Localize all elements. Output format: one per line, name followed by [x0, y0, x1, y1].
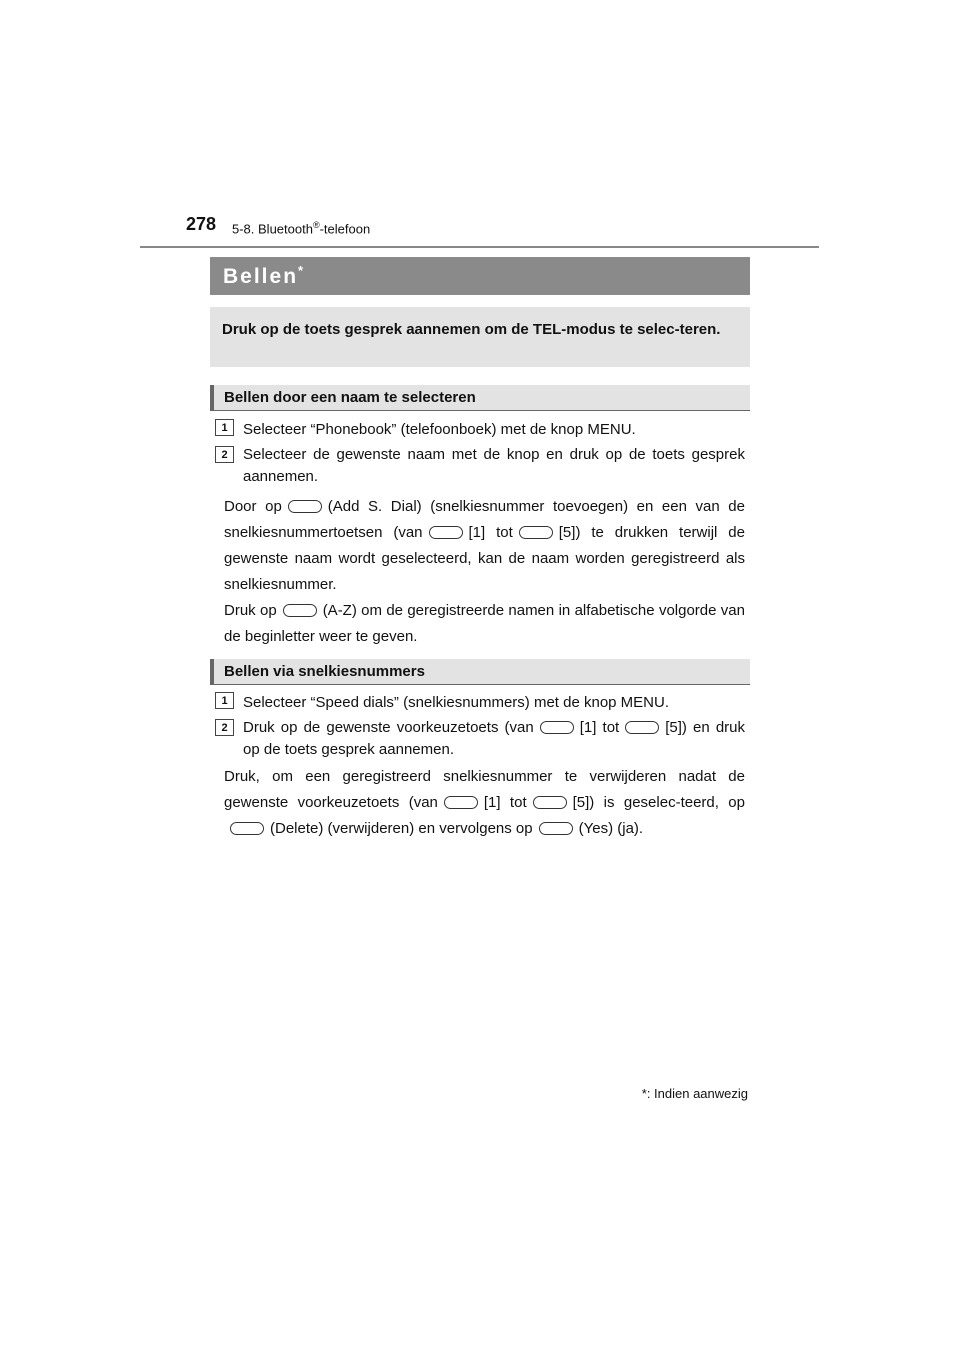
note-text: (A-Z) om de geregistreerde namen in alfabetische volgorde van de beginletter weer te geven. — [224, 602, 745, 645]
add-s-dial-button-icon — [288, 500, 322, 513]
section-title-text: Bellen — [223, 265, 299, 288]
step-text — [243, 717, 745, 761]
preset-5-button-icon — [625, 721, 659, 734]
step-text-part: [5]) en druk op de toets gesprek aannemen. — [243, 719, 746, 758]
note-text: (Delete) (verwijderen) en vervolgens op — [270, 820, 533, 837]
chapter-prefix: 5-8. Bluetooth — [232, 221, 313, 237]
yes-button-icon — [539, 822, 573, 835]
footnote-text: : Indien aanwezig — [646, 1086, 748, 1101]
section-title-bar — [210, 257, 750, 295]
step-text-part: [1] tot — [579, 719, 620, 736]
footnote — [642, 1086, 748, 1101]
a-z-button-icon — [283, 604, 317, 617]
step-text: Selecteer “Speed dials” (snelkiesnummers) met de knop MENU. — [243, 694, 669, 711]
intro-text: Druk op de toets gesprek aannemen om de TEL-modus te selec-teren. — [222, 321, 721, 338]
preset-5-button-icon — [533, 796, 567, 809]
registered-mark: ® — [312, 220, 320, 230]
subsection-heading-text: Bellen via snelkiesnummers — [224, 663, 425, 680]
preset-1-button-icon — [540, 721, 574, 734]
intro-box — [210, 307, 750, 367]
step-text: Selecteer de gewenste naam met de knop en druk op de toets gesprek aannemen. — [243, 446, 745, 485]
note-text: [1] tot — [483, 794, 527, 811]
step-text-part: Druk op de gewenste voorkeuzetoets (van — [243, 719, 534, 736]
note-text: (Add S. Dial) (snelkiesnummer toevoegen) en een van de snelkiesnummertoetsen (van — [224, 498, 745, 541]
note-text: Druk op — [224, 602, 277, 619]
availability-mark: * — [641, 1086, 647, 1101]
chapter-suffix: -telefoon — [319, 221, 371, 237]
note-text: [5]) te drukken terwijl de gewenste naam wordt geselecteerd, kan de naam worden geregistreerd als snelkiesnummer. — [224, 524, 745, 593]
chapter-title — [232, 220, 370, 236]
note-text: Druk, om een geregistreerd snelkiesnummer te verwijderen nadat de gewenste voorkeuzetoets (van — [224, 768, 745, 811]
note-text: [1] tot — [468, 524, 513, 541]
preset-5-button-icon — [519, 526, 553, 539]
step-number: 2 — [215, 719, 234, 736]
note-text: Door op — [224, 498, 282, 515]
preset-1-button-icon — [429, 526, 463, 539]
availability-mark: * — [298, 263, 304, 278]
note-text: (Yes) (ja). — [578, 820, 644, 837]
note-add-speed-dial — [224, 494, 745, 598]
step-number: 1 — [215, 692, 234, 709]
note-alphabetical — [224, 598, 745, 650]
subsection-heading-select-name — [210, 385, 750, 411]
delete-button-icon — [230, 822, 264, 835]
step-number: 2 — [215, 446, 234, 463]
subsection-heading-text: Bellen door een naam te selecteren — [224, 389, 476, 406]
note-delete-speed-dial — [224, 764, 745, 842]
step-number: 1 — [215, 419, 234, 436]
preset-1-button-icon — [444, 796, 478, 809]
page-number: 278 — [186, 214, 217, 234]
section-title — [223, 263, 303, 289]
step-text: Selecteer “Phonebook” (telefoonboek) met de knop MENU. — [243, 421, 636, 438]
note-text: [5]) is geselec-teerd, op — [572, 794, 745, 811]
subsection-heading-speed-dials — [210, 659, 750, 685]
page-header — [140, 214, 819, 248]
